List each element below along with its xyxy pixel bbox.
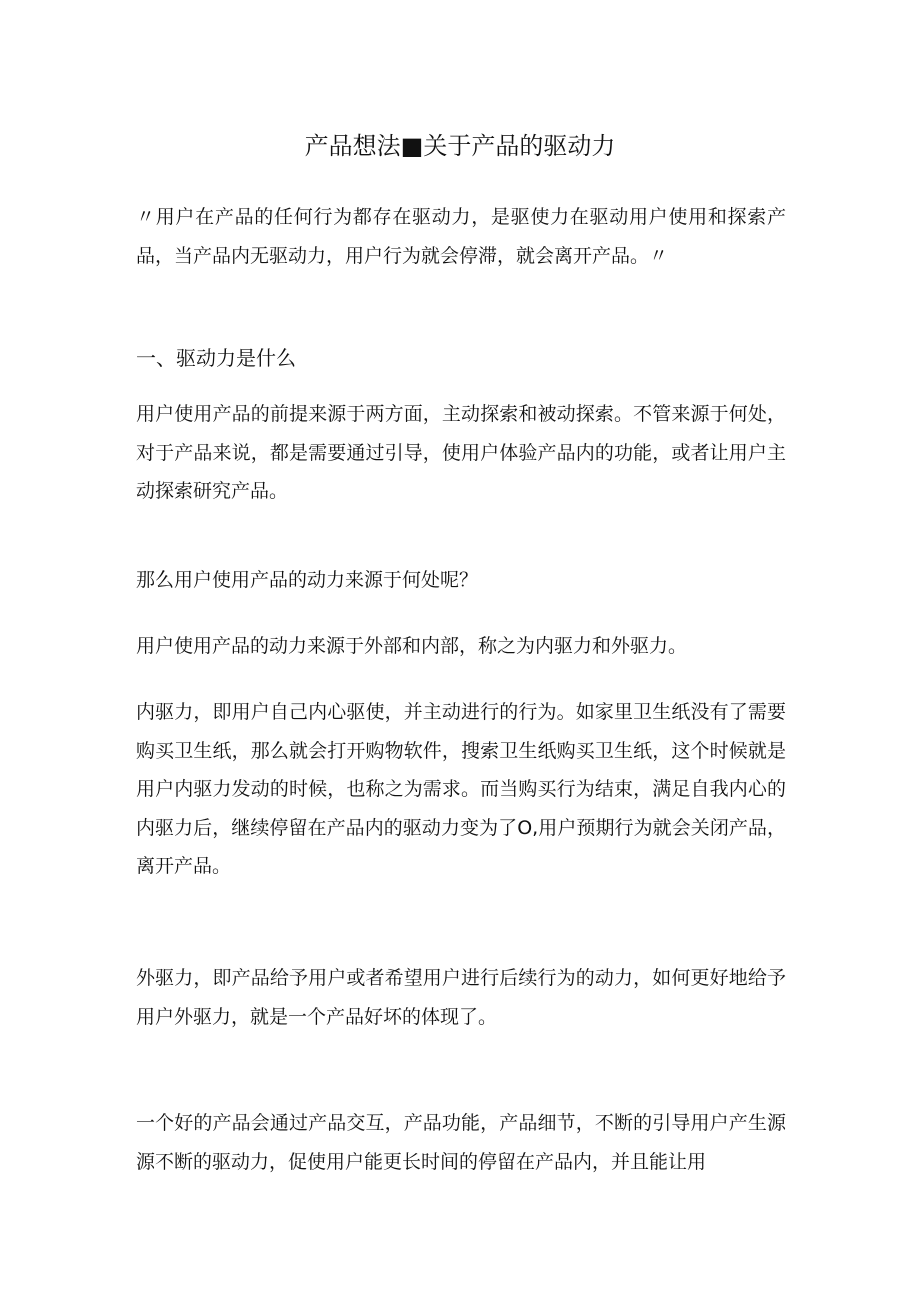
paragraph-4: 内驱力，即用户自己内心驱使，并主动进行的行为。如家里卫生纸没有了需要购买卫生纸，那么就会打开购物软件，搜索卫生纸购买卫生纸，这个时候就是用户内驱力发动的时候，也称之为需求。而当购买行为结束，满足自我内心的内驱力后，继续停留在产品内的驱动力变为了O,用户预期行为就会关闭产品，离开产品。 bbox=[136, 701, 786, 877]
paragraph-3: 用户使用产品的动力来源于外部和内部，称之为内驱力和外驱力。 bbox=[136, 635, 688, 657]
paragraph-1: 用户使用产品的前提来源于两方面，主动探索和被动探索。不管来源于何处，对于产品来说，都是需要通过引导，使用户体验产品内的功能，或者让用户主动探索研究产品。 bbox=[136, 403, 786, 502]
paragraph-6: 一个好的产品会通过产品交互，产品功能，产品细节，不断的引导用户产生源源不断的驱动力，促使用户能更长时间的停留在产品内，并且能让用 bbox=[136, 1112, 786, 1173]
intro-quote bbox=[136, 198, 786, 275]
paragraph-5: 外驱力，即产品给予用户或者希望用户进行后续行为的动力，如何更好地给予用户外驱力，就是一个产品好坏的体现了。 bbox=[136, 967, 786, 1028]
paragraph-2: 那么用户使用产品的动力来源于何处呢？ bbox=[136, 569, 479, 591]
intro-quote-text: 〃用户在产品的任何行为都存在驱动力，是驱使力在驱动用户使用和探索产品，当产品内无驱动力，用户行为就会停滞，就会离开产品。〃 bbox=[136, 206, 786, 267]
document-title: 产品想法■关于产品的驱动力 bbox=[304, 132, 616, 160]
section-heading: 一、驱动力是什么 bbox=[136, 346, 296, 370]
